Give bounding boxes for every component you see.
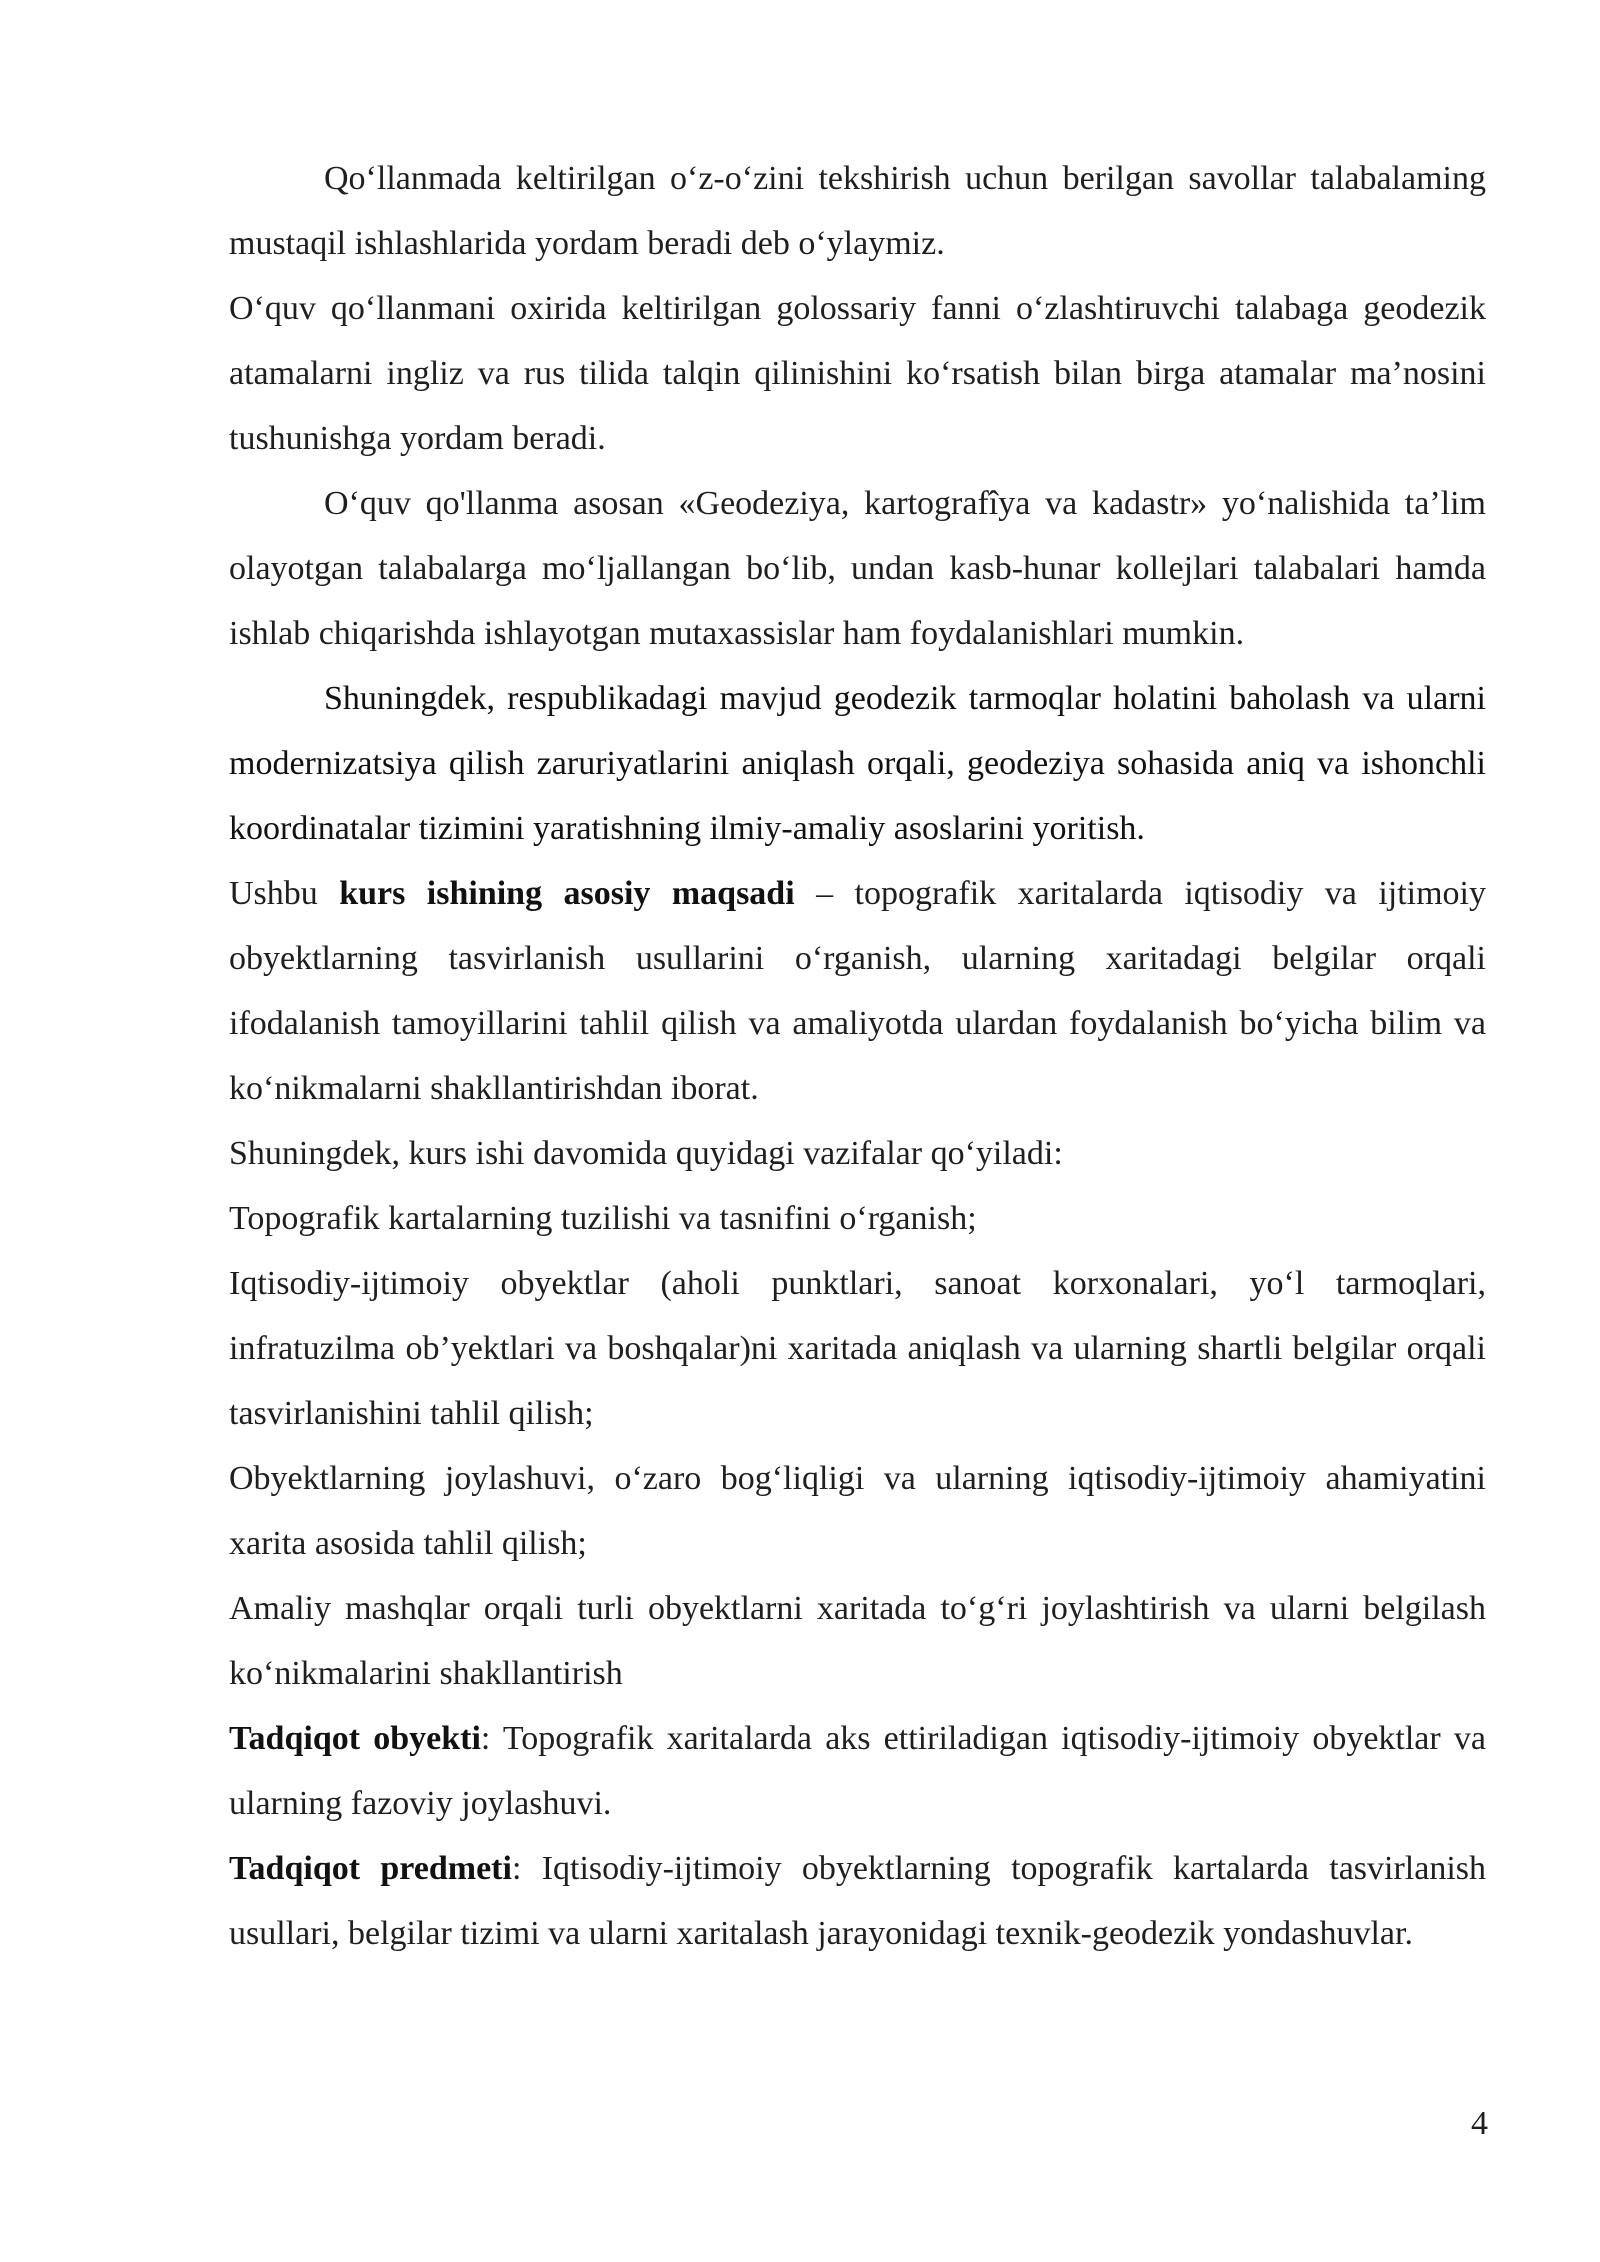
research-object-text: : Topografik xaritalarda aks ettiriladigan iqtisodiy-ijtimoiy obyektlar va ularning fazoviy joylashuvi. — [229, 1720, 1486, 1822]
task-item-4: Amaliy mashqlar orqali turli obyektlarni xaritada to‘g‘ri joylashtirish va ularni belgilash ko‘nikmalarini shakllantirish — [229, 1590, 1486, 1692]
research-subject-term: Tadqiqot predmeti — [229, 1850, 512, 1887]
main-goal-term: kurs ishining asosiy maqsadi — [339, 875, 795, 912]
research-object-term: Tadqiqot obyekti — [229, 1720, 481, 1757]
main-goal-text: – topografik xaritalarda iqtisodiy va ijtimoiy obyektlarning tasvirlanish usullarini o‘rganish, ularning xaritadagi belgilar orqali ifodalanish tamoyillarini tahlil qilish va amaliyotda ulardan foydalanish bo‘yicha bilim va ko‘nikmalarni shakllantirishdan iborat. — [229, 875, 1486, 1107]
paragraph-self-check: Qo‘llanmada keltirilgan o‘z-o‘zini tekshirish uchun berilgan savollar talabalaming mustaqil ishlashlarida yordam beradi deb o‘ylaymiz. — [229, 160, 1486, 262]
task-item-3: Obyektlarning joylashuvi, o‘zaro bog‘liqligi va ularning iqtisodiy-ijtimoiy ahamiyatini xarita asosida tahlil qilish; — [229, 1460, 1486, 1562]
task-item-1: Topografik kartalarning tuzilishi va tasnifini o‘rganish; — [229, 1200, 977, 1237]
page-number: 4 — [1471, 2105, 1488, 2142]
paragraph-research-object — [229, 1706, 1486, 1836]
paragraph-research-subject — [229, 1836, 1486, 1966]
paragraph-tasks-intro: Shuningdek, kurs ishi davomida quyidagi vazifalar qo‘yiladi: — [229, 1135, 1063, 1172]
paragraph-main-goal — [229, 861, 1486, 1121]
paragraph-audience: O‘quv qo'llanma asosan «Geodeziya, kartografîya va kadastr» yo‘nalishida ta’lim olayotgan talabalarga mo‘ljallangan bo‘lib, undan kasb-hunar kollejlari talabalari hamda ishlab chiqarishda ishlayotgan mutaxassislar ham foydalanishlari mumkin. — [229, 485, 1486, 652]
research-subject-text: : Iqtisodiy-ijtimoiy obyektlarning topografik kartalarda tasvirlanish usullari, belgilar tizimi va ularni xaritalash jarayonidagi texnik-geodezik yondashuvlar. — [229, 1850, 1487, 1952]
body-text — [229, 146, 1486, 1966]
task-item-2: Iqtisodiy-ijtimoiy obyektlar (aholi punktlari, sanoat korxonalari, yo‘l tarmoqlari, infratuzilma ob’yektlari va boshqalar)ni xaritada aniqlash va ularning shartli belgilar orqali tasvirlanishini tahlil qilish; — [229, 1265, 1486, 1432]
main-goal-prefix: Ushbu — [229, 875, 340, 912]
paragraph-networks: Shuningdek, respublikadagi mavjud geodezik tarmoqlar holatini baholash va ularni modernizatsiya qilish zaruriyatlarini aniqlash orqali, geodeziya sohasida aniq va ishonchli koordinatalar tizimini yaratishning ilmiy-amaliy asoslarini yoritish. — [229, 680, 1486, 847]
paragraph-glossary: O‘quv qo‘llanmani oxirida keltirilgan golossariy fanni o‘zlashtiruvchi talabaga geodezik atamalarni ingliz va rus tilida talqin qilinishini ko‘rsatish bilan birga atamalar ma’nosini tushunishga yordam beradi. — [229, 290, 1486, 457]
